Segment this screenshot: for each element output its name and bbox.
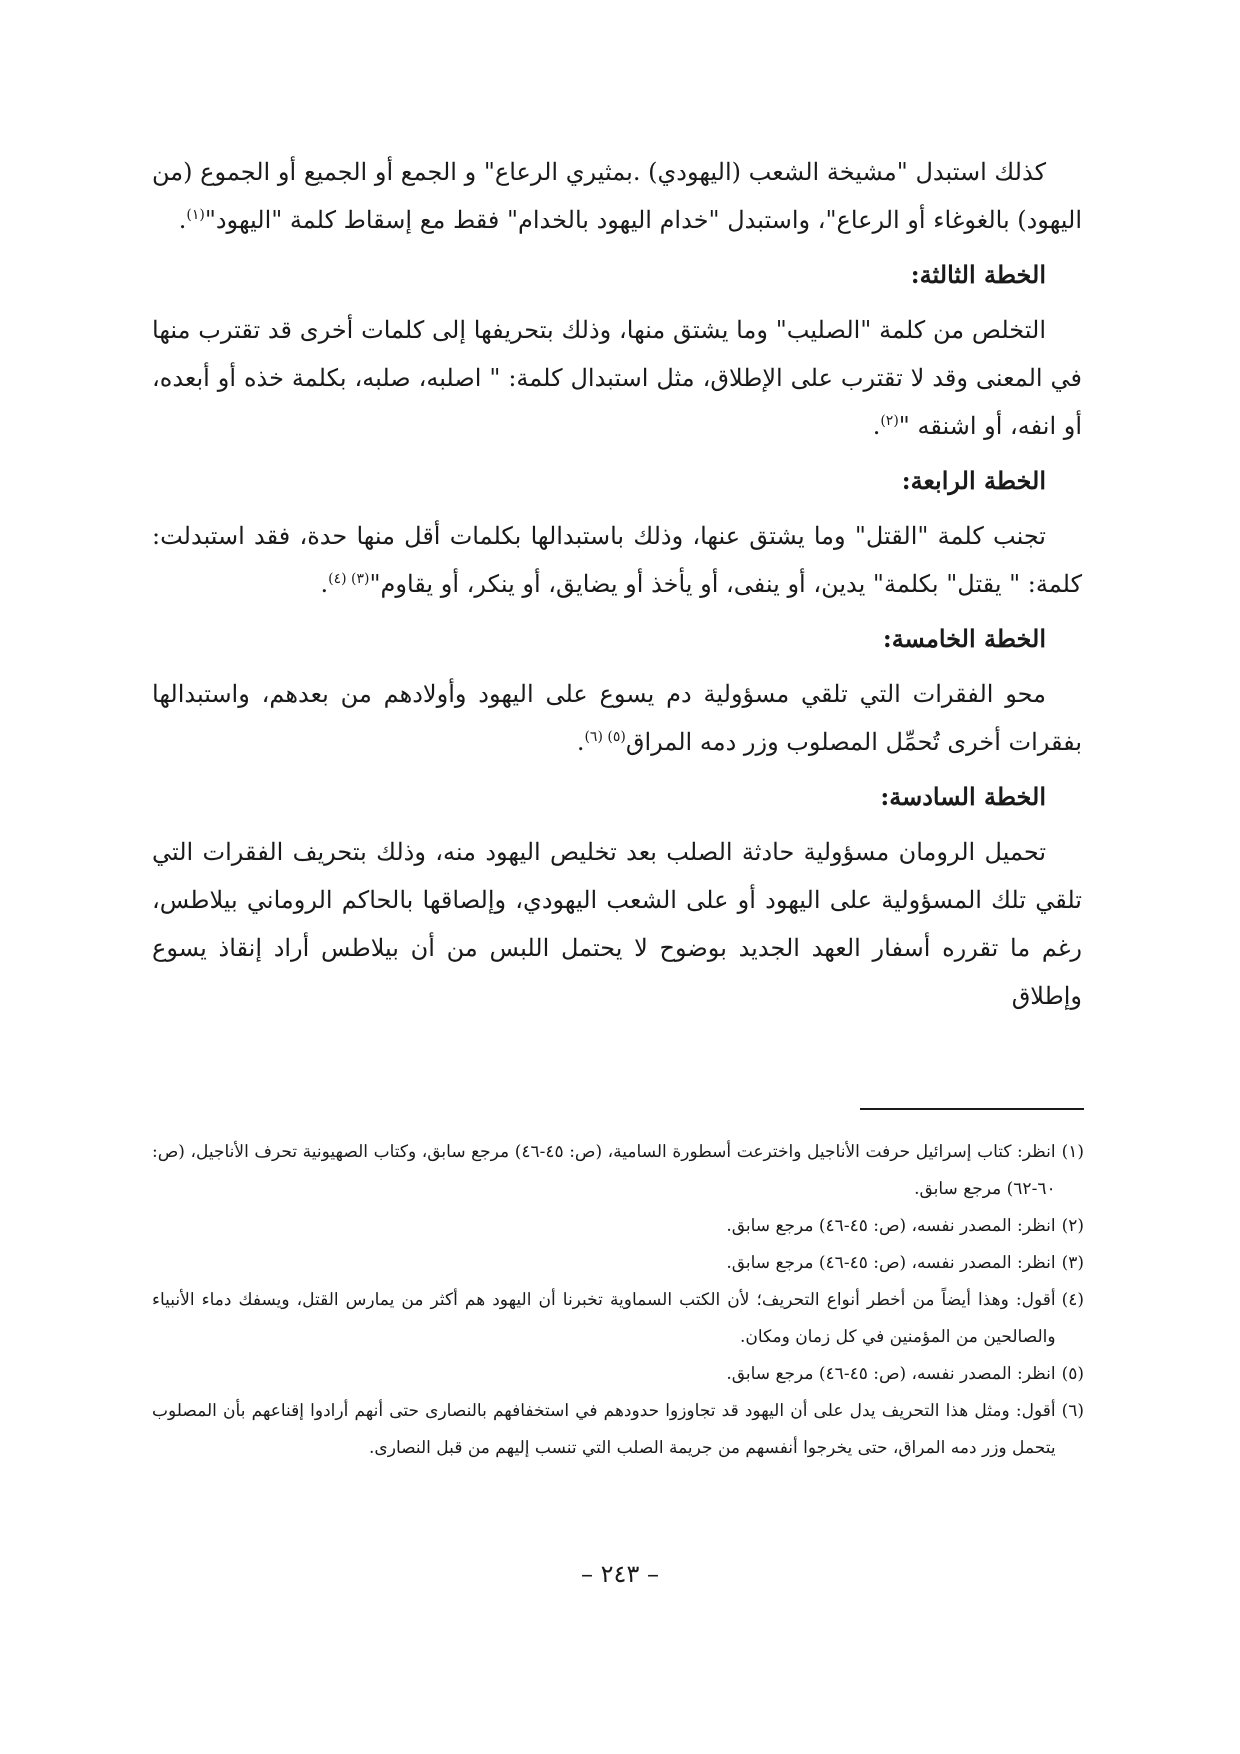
paragraph-2 xyxy=(152,306,1082,450)
paragraph-4-text: محو الفقرات التي تلقي مسؤولية دم يسوع على اليهود وأولادهم من بعدهم، واستبدالها بفقرات أخرى تُحمِّل المصلوب وزر دمه المراق xyxy=(152,680,1082,756)
footnotes xyxy=(152,1134,1084,1467)
footnote xyxy=(152,1393,1084,1467)
heading-sixth-plan: الخطة السادسة: xyxy=(880,782,1046,811)
footnote-number: (٥) xyxy=(1061,1364,1084,1384)
footnote-number: (٢) xyxy=(1061,1216,1084,1236)
footnote-text: انظر: المصدر نفسه، (ص: ٤٥-٤٦) مرجع سابق. xyxy=(726,1216,1056,1236)
footnote-number: (١) xyxy=(1061,1142,1084,1162)
paragraph-3-end: . xyxy=(320,570,329,598)
paragraph-4-end: . xyxy=(576,728,585,756)
paragraph-2-end: . xyxy=(872,412,881,440)
footnote-text: انظر: المصدر نفسه، (ص: ٤٥-٤٦) مرجع سابق. xyxy=(726,1364,1056,1384)
footnote-text: أقول: ومثل هذا التحريف يدل على أن اليهود قد تجاوزوا حدودهم في استخفافهم بالنصارى حتى أنهم أرادوا إقناعهم بأن المصلوب يتحمل وزر دمه المراق، حتى يخرجوا أنفسهم من جريمة الصلب التي تنسب إليهم من قبل النصارى. xyxy=(152,1401,1056,1458)
paragraph-1-text: كذلك استبدل "مشيخة الشعب (اليهودي) .بمثيري الرعاع" و الجمع أو الجميع أو الجموع (من اليهود) بالغوغاء أو الرعاع"، واستبدل "خدام اليهود بالخدام" فقط مع إسقاط كلمة "اليهود" xyxy=(152,158,1082,234)
footnote xyxy=(152,1282,1084,1356)
footnote-separator xyxy=(860,1108,1084,1110)
footnote xyxy=(152,1208,1084,1245)
footnote-number: (٤) xyxy=(1061,1290,1084,1310)
footnote-text: انظر: المصدر نفسه، (ص: ٤٥-٤٦) مرجع سابق. xyxy=(726,1253,1056,1273)
paragraph-5: تحميل الرومان مسؤولية حادثة الصلب بعد تخليص اليهود منه، وذلك بتحريف الفقرات التي تلقي تلك المسؤولية على اليهود أو على الشعب اليهودي، وإلصاقها بالحاكم الروماني بيلاطس، رغم ما تقرره أسفار العهد الجديد بوضوح لا يحتمل اللبس من أن بيلاطس أراد إنقاذ يسوع وإطلاق xyxy=(152,838,1082,1010)
footnote-ref-1: (١) xyxy=(186,207,205,223)
footnote-number: (٣) xyxy=(1061,1253,1084,1273)
footnote xyxy=(152,1356,1084,1393)
footnote-text: أقول: وهذا أيضاً من أخطر أنواع التحريف؛ لأن الكتب السماوية تخبرنا أن اليهود هم أكثر من يمارس القتل، ويسفك دماء الأنبياء والصالحين من المؤمنين في كل زمان ومكان. xyxy=(152,1290,1056,1347)
heading-fifth-plan: الخطة الخامسة: xyxy=(882,624,1046,653)
footnote-text: انظر: كتاب إسرائيل حرفت الأناجيل واخترعت أسطورة السامية، (ص: ٤٥-٤٦) مرجع سابق، وكتاب الصهيونية تحرف الأناجيل، (ص: ٦٠-٦٢) مرجع سابق. xyxy=(152,1142,1056,1199)
footnote-ref-5-6: (٥) (٦) xyxy=(584,729,626,745)
footnote-ref-2: (٢) xyxy=(880,413,899,429)
paragraph-4 xyxy=(152,670,1082,766)
paragraph-2-text: التخلص من كلمة "الصليب" وما يشتق منها، وذلك بتحريفها إلى كلمات أخرى قد تقترب منها في المعنى وقد لا تقترب على الإطلاق، مثل استبدال كلمة: " اصلبه، صلبه، بكلمة خذه أو أبعده، أو انفه، أو اشنقه " xyxy=(152,316,1082,440)
paragraph-3 xyxy=(152,512,1082,608)
paragraph-1 xyxy=(152,148,1082,244)
heading-fourth-plan: الخطة الرابعة: xyxy=(901,466,1046,495)
main-text xyxy=(152,148,1082,1020)
page-number: – ٢٤٣ – xyxy=(581,1560,659,1588)
footnote xyxy=(152,1134,1084,1208)
footnote-ref-3-4: (٣) (٤) xyxy=(328,571,370,587)
footnote-number: (٦) xyxy=(1061,1401,1084,1421)
paragraph-3-text: تجنب كلمة "القتل" وما يشتق عنها، وذلك باستبدالها بكلمات أقل منها حدة، فقد استبدلت: كلمة: " يقتل" بكلمة" يدين، أو ينفى، أو يأخذ أو يضايق، أو ينكر، أو يقاوم" xyxy=(152,522,1082,598)
paragraph-1-end: . xyxy=(178,206,187,234)
footnote xyxy=(152,1245,1084,1282)
heading-third-plan: الخطة الثالثة: xyxy=(910,260,1046,289)
